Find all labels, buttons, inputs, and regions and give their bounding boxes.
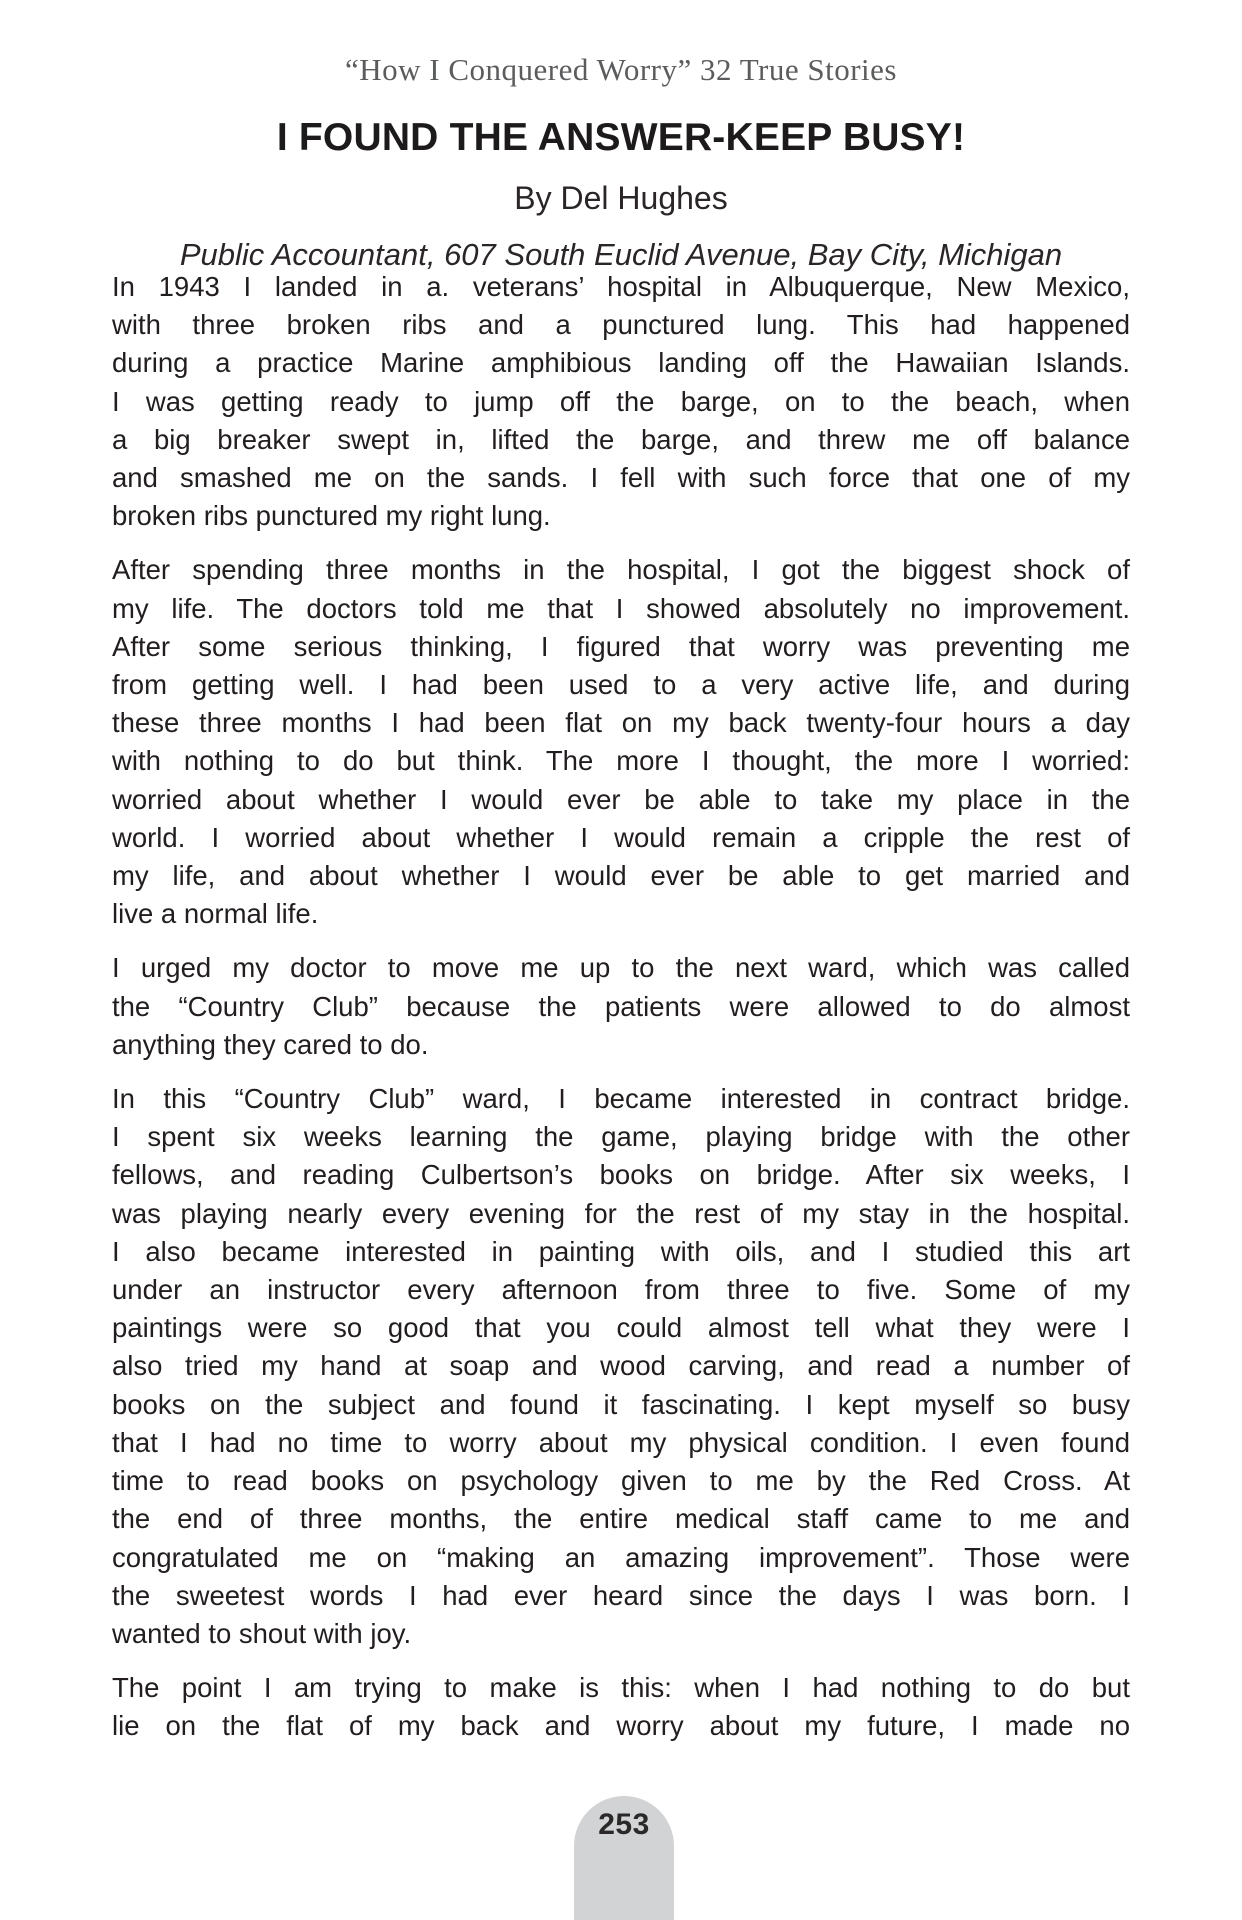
text-line: my life. The doctors told me that I showed absolutely no improvement.: [112, 592, 1130, 624]
author-credit: Public Accountant, 607 South Euclid Avenue, Bay City, Michigan: [179, 237, 1063, 272]
text-line: with nothing to do but think. The more I thought, the more I worried:: [112, 745, 1130, 777]
text-line: and smashed me on the sands. I fell with such force that one of my: [112, 462, 1130, 494]
text-line: worried about whether I would ever be able to take my place in the: [112, 783, 1130, 815]
text-line: under an instructor every afternoon from three to five. Some of my: [112, 1274, 1130, 1306]
text-line: world. I worried about whether I would remain a cripple the rest of: [112, 821, 1130, 853]
byline: By Del Hughes: [514, 180, 728, 216]
text-line: a big breaker swept in, lifted the barge, and threw me off balance: [112, 423, 1130, 455]
running-header: “How I Conquered Worry” 32 True Stories: [345, 52, 897, 87]
text-line: the sweetest words I had ever heard since the days I was born. I: [112, 1579, 1130, 1611]
text-line: these three months I had been flat on my back twenty-four hours a day: [112, 707, 1130, 739]
text-line: fellows, and reading Culbertson’s books on bridge. After six weeks, I: [112, 1159, 1130, 1191]
text-line: lie on the flat of my back and worry about my future, I made no: [112, 1710, 1130, 1742]
story-title: I FOUND THE ANSWER-KEEP BUSY!: [276, 116, 966, 159]
body-paragraph: [112, 268, 1130, 535]
page-number: 253: [598, 1808, 650, 1841]
text-line: books on the subject and found it fascinating. I kept myself so busy: [112, 1388, 1130, 1420]
text-line: from getting well. I had been used to a very active life, and during: [112, 669, 1130, 701]
text-line: live a normal life.: [112, 898, 319, 930]
text-line: that I had no time to worry about my physical condition. I even found: [112, 1426, 1130, 1458]
text-line: I was getting ready to jump off the barge, on to the beach, when: [112, 385, 1130, 417]
text-line: After some serious thinking, I figured that worry was preventing me: [112, 630, 1130, 662]
text-line: In 1943 I landed in a. veterans’ hospital in Albuquerque, New Mexico,: [112, 271, 1130, 302]
text-line: with three broken ribs and a punctured lung. This had happened: [112, 309, 1130, 341]
text-line: The point I am trying to make is this: when I had nothing to do but: [112, 1672, 1130, 1704]
text-line: anything they cared to do.: [112, 1028, 429, 1060]
body-paragraph: [112, 1080, 1130, 1653]
text-line: wanted to shout with joy.: [112, 1617, 412, 1649]
body-paragraph: [112, 551, 1130, 933]
page-number-tab: [574, 1796, 674, 1920]
text-line: I spent six weeks learning the game, playing bridge with the other: [112, 1121, 1130, 1153]
text-line: was playing nearly every evening for the rest of my stay in the hospital.: [112, 1197, 1130, 1229]
text-line: I also became interested in painting with oils, and I studied this art: [112, 1235, 1130, 1267]
text-line: also tried my hand at soap and wood carving, and read a number of: [112, 1350, 1130, 1382]
text-line: In this “Country Club” ward, I became interested in contract bridge.: [112, 1083, 1130, 1115]
text-line: my life, and about whether I would ever be able to get married and: [112, 860, 1130, 892]
text-line: the end of three months, the entire medical staff came to me and: [112, 1503, 1130, 1535]
text-line: broken ribs punctured my right lung.: [112, 500, 551, 532]
body-paragraph: [112, 1669, 1130, 1745]
body-paragraph: [112, 949, 1130, 1064]
text-line: the “Country Club” because the patients were allowed to do almost: [112, 990, 1130, 1022]
text-line: paintings were so good that you could almost tell what they were I: [112, 1312, 1130, 1344]
story-body: [112, 268, 1130, 1762]
text-line: After spending three months in the hospital, I got the biggest shock of: [112, 554, 1130, 586]
text-line: during a practice Marine amphibious landing off the Hawaiian Islands.: [112, 347, 1130, 379]
text-line: I urged my doctor to move me up to the next ward, which was called: [112, 952, 1130, 984]
text-line: time to read books on psychology given to me by the Red Cross. At: [112, 1465, 1130, 1497]
text-line: congratulated me on “making an amazing improvement”. Those were: [112, 1541, 1130, 1573]
